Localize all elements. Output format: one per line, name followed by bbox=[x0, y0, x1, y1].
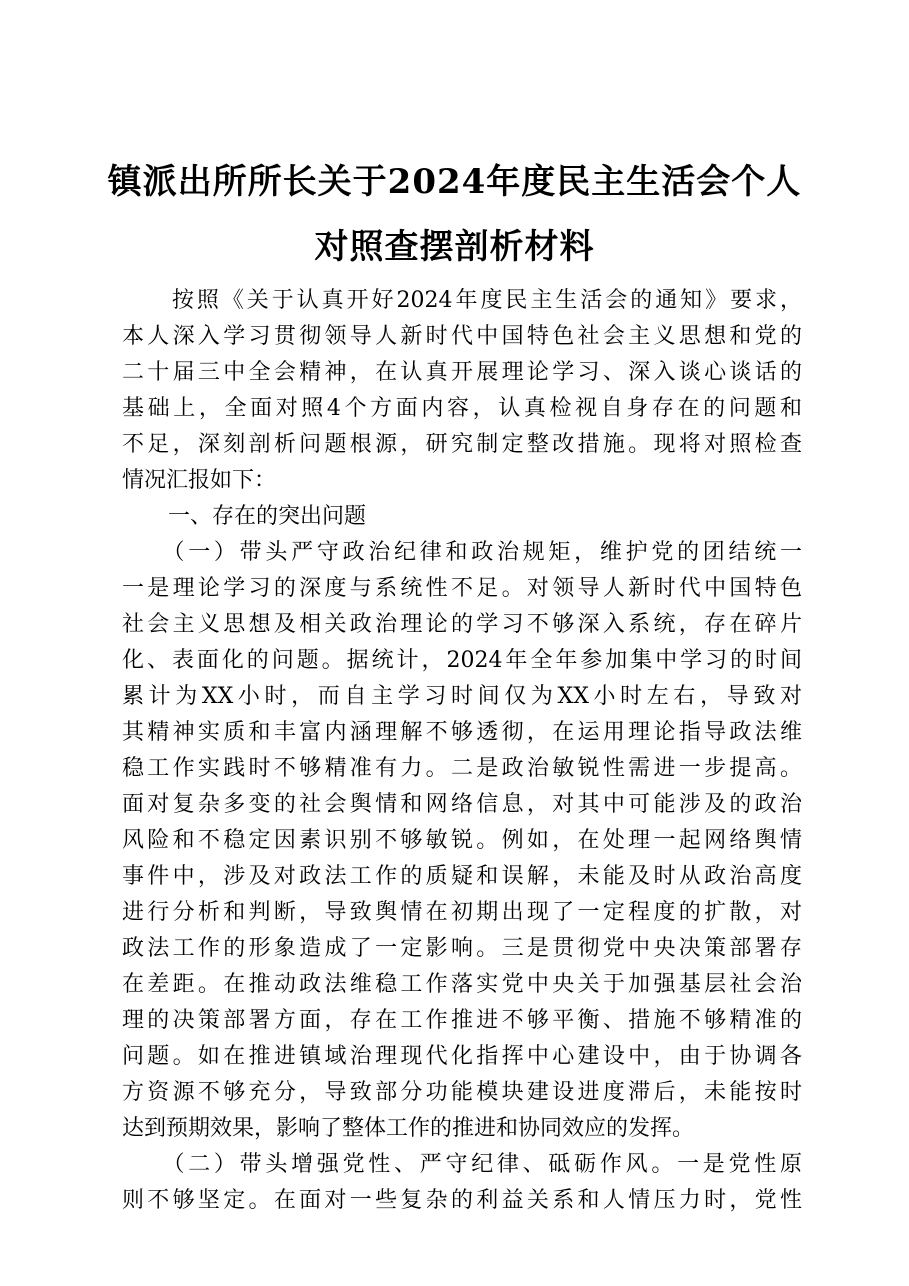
body-line: 达到预期效果，影响了整体工作的推进和协同效应的发挥。 bbox=[122, 1116, 695, 1141]
body-line: 其精神实质和丰富内涵理解不够透彻，在运用理论指导政法维 bbox=[122, 720, 802, 745]
document-title-line-1: 镇派出所所长关于2024年度民主生活会个人 bbox=[107, 162, 802, 202]
body-line: 基础上，全面对照4个方面内容，认真检视自身存在的问题和 bbox=[122, 396, 802, 421]
body-line: 方资源不够充分，导致部分功能模块建设进度滞后，未能按时 bbox=[122, 1080, 802, 1105]
body-line: 不足，深刻剖析问题根源，研究制定整改措施。现将对照检查 bbox=[122, 432, 802, 457]
body-line: 情况汇报如下： bbox=[122, 468, 277, 493]
body-line: 累计为XX小时，而自主学习时间仅为XX小时左右，导致对 bbox=[122, 684, 802, 709]
body-line: 进行分析和判断，导致舆情在初期出现了一定程度的扩散，对 bbox=[122, 900, 802, 925]
section-heading: 一、存在的突出问题 bbox=[168, 504, 367, 529]
subsection-heading: （一）带头严守政治纪律和政治规矩，维护党的团结统一 bbox=[122, 540, 802, 565]
body-line: 政法工作的形象造成了一定影响。三是贯彻党中央决策部署存 bbox=[122, 936, 802, 961]
body-line: 一是理论学习的深度与系统性不足。对领导人新时代中国特色 bbox=[122, 576, 802, 601]
document-title-line-2: 对照查摆剖析材料 bbox=[314, 227, 595, 267]
body-line: 按照《关于认真开好2024年度民主生活会的通知》要求， bbox=[122, 288, 802, 313]
body-line: 本人深入学习贯彻领导人新时代中国特色社会主义思想和党的 bbox=[122, 324, 802, 349]
body-line: 事件中，涉及对政法工作的质疑和误解，未能及时从政治高度 bbox=[122, 864, 802, 889]
body-line: 则不够坚定。在面对一些复杂的利益关系和人情压力时，党性 bbox=[122, 1188, 802, 1213]
body-line: 社会主义思想及相关政治理论的学习不够深入系统，存在碎片 bbox=[122, 612, 802, 637]
body-line: 化、表面化的问题。据统计，2024年全年参加集中学习的时间 bbox=[122, 648, 802, 673]
subsection-heading: （二）带头增强党性、严守纪律、砥砺作风。一是党性原 bbox=[122, 1152, 802, 1177]
body-line: 风险和不稳定因素识别不够敏锐。例如，在处理一起网络舆情 bbox=[122, 828, 802, 853]
body-line: 问题。如在推进镇域治理现代化指挥中心建设中，由于协调各 bbox=[122, 1044, 802, 1069]
body-line: 面对复杂多变的社会舆情和网络信息，对其中可能涉及的政治 bbox=[122, 792, 802, 817]
body-line: 稳工作实践时不够精准有力。二是政治敏锐性需进一步提高。 bbox=[122, 756, 802, 781]
body-line: 理的决策部署方面，存在工作推进不够平衡、措施不够精准的 bbox=[122, 1008, 802, 1033]
body-line: 在差距。在推动政法维稳工作落实党中央关于加强基层社会治 bbox=[122, 972, 802, 997]
body-line: 二十届三中全会精神，在认真开展理论学习、深入谈心谈话的 bbox=[122, 360, 802, 385]
